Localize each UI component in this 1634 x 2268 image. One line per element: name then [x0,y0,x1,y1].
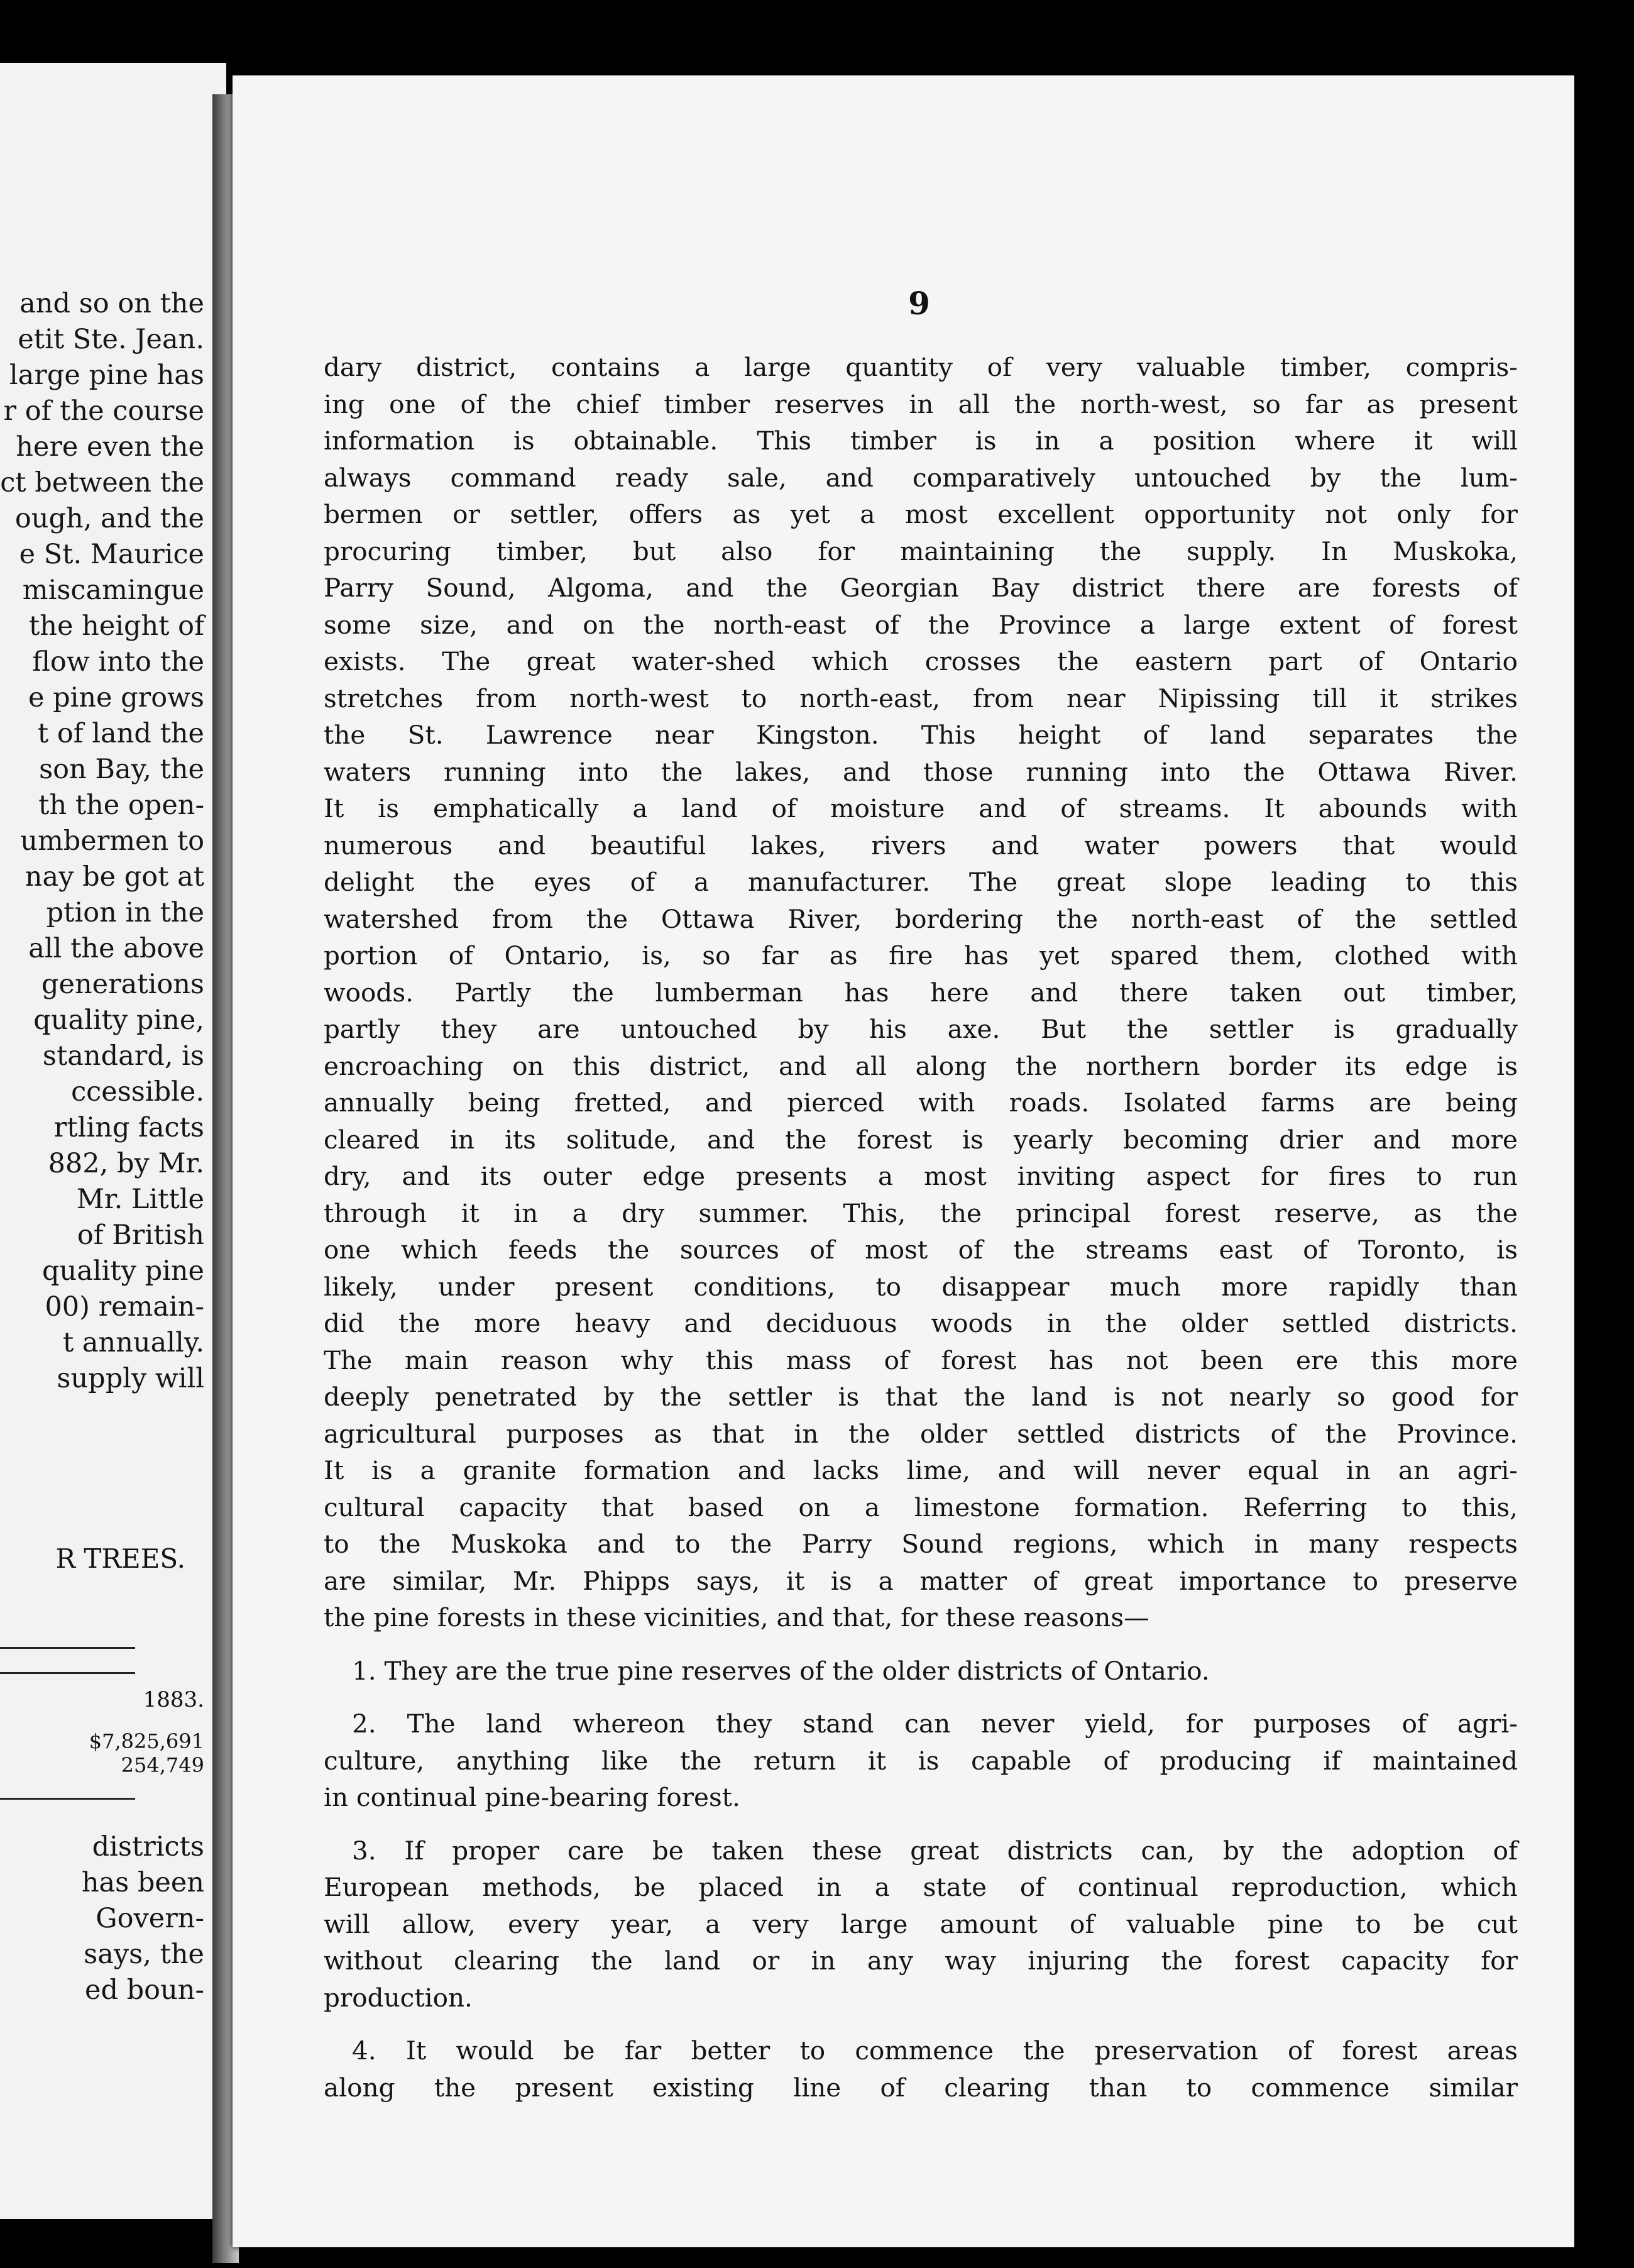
text-line: are similar, Mr. Phipps says, it is a matter of great importance to preserve [324,1565,1518,1596]
text-line: the height of [29,610,204,642]
text-line: t annually. [62,1327,204,1358]
text-line: quality pine [41,1255,204,1287]
text-line: ough, and the [14,503,204,534]
text-line: supply will [57,1363,204,1394]
text-line: waters running into the lakes, and those running into the Ottawa River. [324,756,1518,787]
text-line: has been [81,1867,204,1898]
text-line: information is obtainable. This timber is in a position where it will [324,426,1518,456]
text-line: districts [92,1831,204,1863]
previous-page-text [0,1829,204,2008]
numbered-list [324,1653,1518,2106]
text-line: rtling facts [53,1112,204,1143]
text-line: production. [324,1982,473,2013]
text-line: annually being fretted, and pierced with roads. Isolated farms are being [324,1087,1518,1118]
text-line: standard, is [42,1040,204,1072]
text-line: portion of Ontario, is, so far as fire has yet spared them, clothed with [324,940,1518,971]
text-line: nay be got at [25,861,204,893]
text-line: ption in the [46,897,204,928]
text-line: etit Ste. Jean. [18,324,204,355]
text-line: bermen or settler, offers as yet a most excellent opportunity not only for [324,499,1518,529]
text-line: large pine has [9,360,204,391]
text-line: 4. It would be far better to commence the preservation of forest areas [352,2035,1518,2066]
text-line: says, the [84,1939,204,1970]
text-line: 00) remain- [45,1291,204,1323]
text-line: some size, and on the north-east of the Province a large extent of forest [324,609,1518,640]
text-line: 2. The land whereon they stand can never yield, for purposes of agri- [352,1709,1518,1739]
text-line: Mr. Little [76,1184,204,1215]
table-year: 1883. [143,1687,204,1712]
previous-page-table [53,1688,204,1777]
table-rule [0,1672,135,1674]
text-line: of British [77,1219,204,1251]
text-line: partly they are untouched by his axe. But the settler is gradually [324,1014,1518,1044]
text-line: e pine grows [28,682,204,713]
paragraph [324,349,1518,1636]
book-page [233,75,1574,2247]
text-line: ct between the [0,467,204,498]
text-line: cleared in its solitude, and the forest is yearly becoming drier and more [324,1124,1518,1155]
previous-page-text [0,286,204,1397]
text-line: ed boun- [85,1974,204,2006]
text-line: e St. Maurice [19,539,204,570]
text-line: through it in a dry summer. This, the principal forest reserve, as the [324,1197,1518,1228]
previous-page-fragment [0,63,226,2219]
text-line: Govern- [96,1903,204,1934]
text-line: delight the eyes of a manufacturer. The great slope leading to this [324,867,1518,897]
text-line: will allow, every year, a very large amount of valuable pine to be cut [324,1908,1518,1939]
text-line: one which feeds the sources of most of the streams east of Toronto, is [324,1235,1518,1265]
table-value: 254,749 [121,1753,204,1777]
text-line: did the more heavy and deciduous woods in the older settled districts. [324,1308,1518,1338]
text-line: all the above [28,933,204,964]
text-line: without clearing the land or in any way injuring the forest capacity for [324,1946,1518,1976]
text-line: ing one of the chief timber reserves in all the north-west, so far as present [324,388,1518,419]
text-line: ccessible. [71,1076,204,1108]
text-line: exists. The great water-shed which crosses the eastern part of Ontario [324,646,1518,676]
text-line: 3. If proper care be taken these great districts can, by the adoption of [352,1835,1518,1866]
list-item [324,1832,1518,2017]
text-line: along the present existing line of clearing than to commence similar [324,2072,1518,2103]
list-item [324,1705,1518,1816]
text-line: the pine forests in these vicinities, and that, for these reasons— [324,1602,1149,1632]
text-line: watershed from the Ottawa River, bordering the north-east of the settled [324,903,1518,934]
text-line: European methods, be placed in a state of continual reproduction, which [324,1872,1518,1902]
text-line: in continual pine-bearing forest. [324,1782,740,1812]
page-number: 9 [908,285,930,322]
text-line: generations [41,969,204,1000]
list-item [324,2032,1518,2106]
table-rule [0,1647,135,1649]
text-line: It is a granite formation and lacks lime, and will never equal in an agri- [324,1455,1518,1485]
text-line: always command ready sale, and comparatively untouched by the lum- [324,462,1518,493]
text-line: procuring timber, but also for maintaining the supply. In Muskoka, [324,536,1518,566]
text-line: quality pine, [33,1005,204,1036]
text-line: woods. Partly the lumberman has here and there taken out timber, [324,977,1518,1008]
text-line: and so on the [19,288,204,319]
text-line: encroaching on this district, and all along the northern border its edge is [324,1050,1518,1081]
text-line: 882, by Mr. [48,1148,204,1179]
list-item [324,1653,1518,1690]
page-body [324,349,1518,2106]
text-line: Parry Sound, Algoma, and the Georgian Bay district there are forests of [324,573,1518,603]
text-line: miscamingue [22,575,204,606]
text-line: The main reason why this mass of forest has not been ere this more [324,1345,1518,1375]
text-line: cultural capacity that based on a limestone formation. Referring to this, [324,1492,1518,1522]
text-line: r of the course [3,395,204,427]
text-line: son Bay, the [39,754,204,785]
text-line: t of land the [37,718,204,749]
text-line: the St. Lawrence near Kingston. This height of land separates the [324,720,1518,750]
text-line: here even the [16,431,204,463]
text-line: agricultural purposes as that in the older settled districts of the Province. [324,1418,1518,1449]
text-line: to the Muskoka and to the Parry Sound regions, which in many respects [324,1529,1518,1559]
text-line: th the open- [38,790,204,821]
text-line: stretches from north-west to north-east, from near Nipissing till it strikes [324,683,1518,713]
text-line: dry, and its outer edge presents a most inviting aspect for fires to run [324,1161,1518,1191]
text-line: likely, under present conditions, to disappear much more rapidly than [324,1271,1518,1302]
text-line: flow into the [32,646,204,678]
text-line: umbermen to [20,825,204,857]
text-line: It is emphatically a land of moisture and of streams. It abounds with [324,793,1518,823]
text-line: numerous and beautiful lakes, rivers and water powers that would [324,830,1518,861]
table-rule [0,1798,135,1800]
text-line: culture, anything like the return it is capable of producing if maintained [324,1745,1518,1776]
text-line: dary district, contains a large quantity of very valuable timber, compris- [324,352,1518,382]
text-line: 1. They are the true pine reserves of the older districts of Ontario. [352,1655,1210,1686]
text-line: deeply penetrated by the settler is that the land is not nearly so good for [324,1382,1518,1412]
table-value: $7,825,691 [89,1729,204,1753]
previous-page-heading: R TREES. [55,1543,185,1574]
